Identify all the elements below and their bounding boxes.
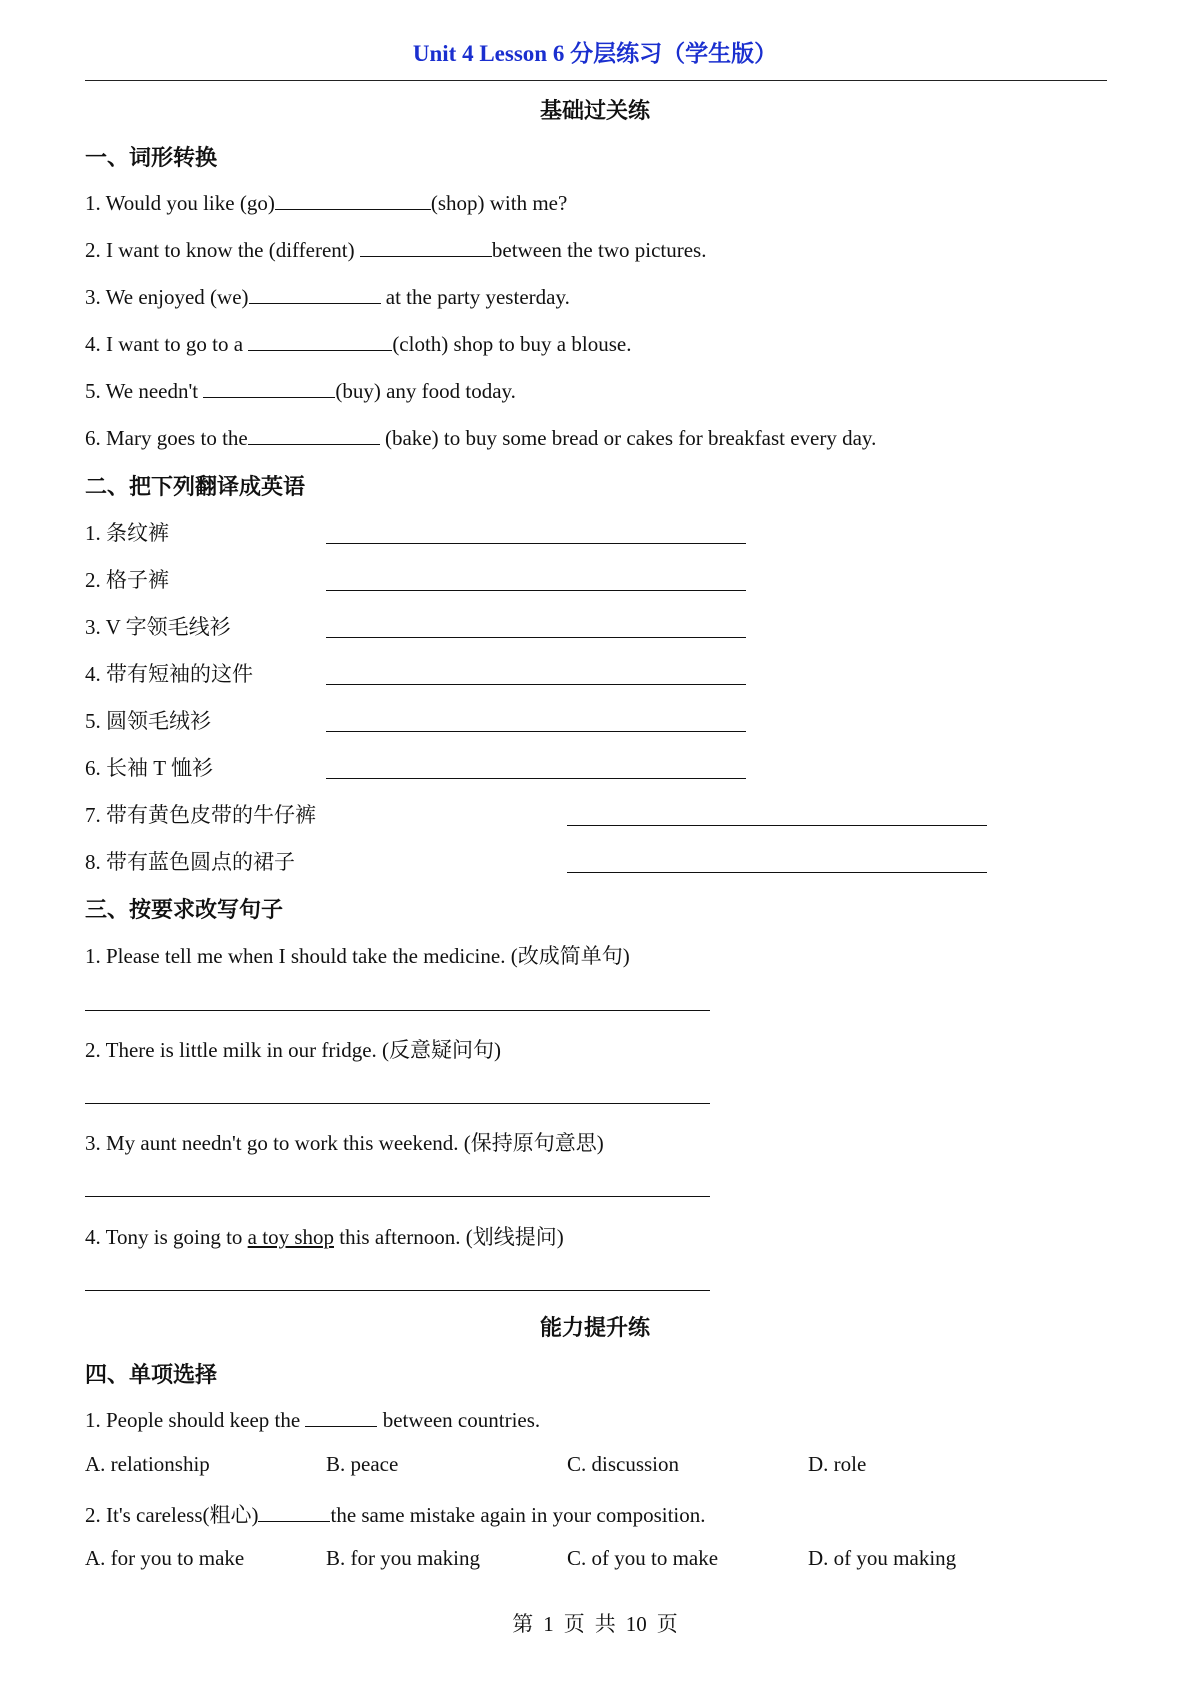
part1-item-4: 4. I want to go to a (cloth) shop to buy a blouse. [85,329,631,357]
part3-item-3: 3. My aunt needn't go to work this weekend. (保持原句意思) [85,1131,604,1155]
part2-item-1: 1. 条纹裤 [85,521,169,545]
part2-item-3: 3. V 字领毛线衫 [85,615,231,639]
part4-question-1: 1. People should keep the between countries. [85,1405,540,1433]
answer-line[interactable] [326,590,746,591]
option-c[interactable]: C. of you to make [567,1546,719,1570]
answer-line[interactable] [326,684,746,685]
part3-item-2: 2. There is little milk in our fridge. (反意疑问句) [85,1038,502,1062]
fill-blank[interactable] [305,1405,377,1427]
fill-blank[interactable] [360,235,492,257]
part1-item-2: 2. I want to know the (different) between the two pictures. [85,235,706,263]
option-a[interactable]: A. relationship [85,1452,210,1476]
fill-blank[interactable] [248,329,392,351]
answer-line[interactable] [85,1290,710,1291]
answer-line[interactable] [326,778,746,779]
page-total: 10 [625,1612,647,1636]
answer-line[interactable] [326,637,746,638]
fill-blank[interactable] [249,282,381,304]
option-b[interactable]: B. peace [326,1452,399,1476]
fill-blank[interactable] [258,1500,330,1522]
part3-item-1: 1. Please tell me when I should take the medicine. (改成简单句) [85,944,630,968]
part1-item-3: 3. We enjoyed (we) at the party yesterday. [85,282,570,310]
fill-blank[interactable] [203,376,335,398]
part1-item-1: 1. Would you like (go) (shop) with me? [85,188,567,216]
option-a[interactable]: A. for you to make [85,1546,245,1570]
part2-item-6: 6. 长袖 T 恤衫 [85,756,213,780]
part4-heading: 四、单项选择 [85,1362,218,1387]
page-number: 1 [543,1612,554,1636]
option-d[interactable]: D. role [808,1452,867,1476]
fill-blank[interactable] [248,423,380,445]
part1-item-6: 6. Mary goes to the (bake) to buy some bread or cakes for breakfast every day. [85,423,876,451]
option-b[interactable]: B. for you making [326,1546,480,1570]
answer-line[interactable] [326,543,746,544]
part2-heading: 二、把下列翻译成英语 [85,474,306,499]
part3-heading: 三、按要求改写句子 [85,897,284,922]
answer-line[interactable] [567,872,987,873]
answer-line[interactable] [85,1103,710,1104]
part2-item-2: 2. 格子裤 [85,568,169,592]
part1-heading: 一、词形转换 [85,145,218,170]
answer-line[interactable] [85,1196,710,1197]
option-d[interactable]: D. of you making [808,1546,957,1570]
page-footer: 第 1 页 共 10 页 [512,1612,678,1636]
section-basic-heading: 基础过关练 [539,98,650,123]
answer-line[interactable] [567,825,987,826]
fill-blank[interactable] [275,188,431,210]
part2-item-4: 4. 带有短袖的这件 [85,662,253,686]
underlined-phrase: a toy shop [247,1225,334,1249]
part2-item-7: 7. 带有黄色皮带的牛仔裤 [85,803,316,827]
part3-item-4: 4. Tony is going to a toy shop this afternoon. (划线提问) [85,1225,564,1249]
answer-line[interactable] [326,731,746,732]
answer-line[interactable] [85,1010,710,1011]
header-divider [85,80,1107,81]
part1-item-5: 5. We needn't (buy) any food today. [85,376,516,404]
part2-item-5: 5. 圆领毛绒衫 [85,709,211,733]
part2-item-8: 8. 带有蓝色圆点的裙子 [85,850,295,874]
part4-question-2: 2. It's careless(粗心) the same mistake again in your composition. [85,1499,706,1529]
document-title: Unit 4 Lesson 6 分层练习（学生版） [412,41,778,66]
option-c[interactable]: C. discussion [567,1452,680,1476]
section-advanced-heading: 能力提升练 [539,1315,650,1340]
